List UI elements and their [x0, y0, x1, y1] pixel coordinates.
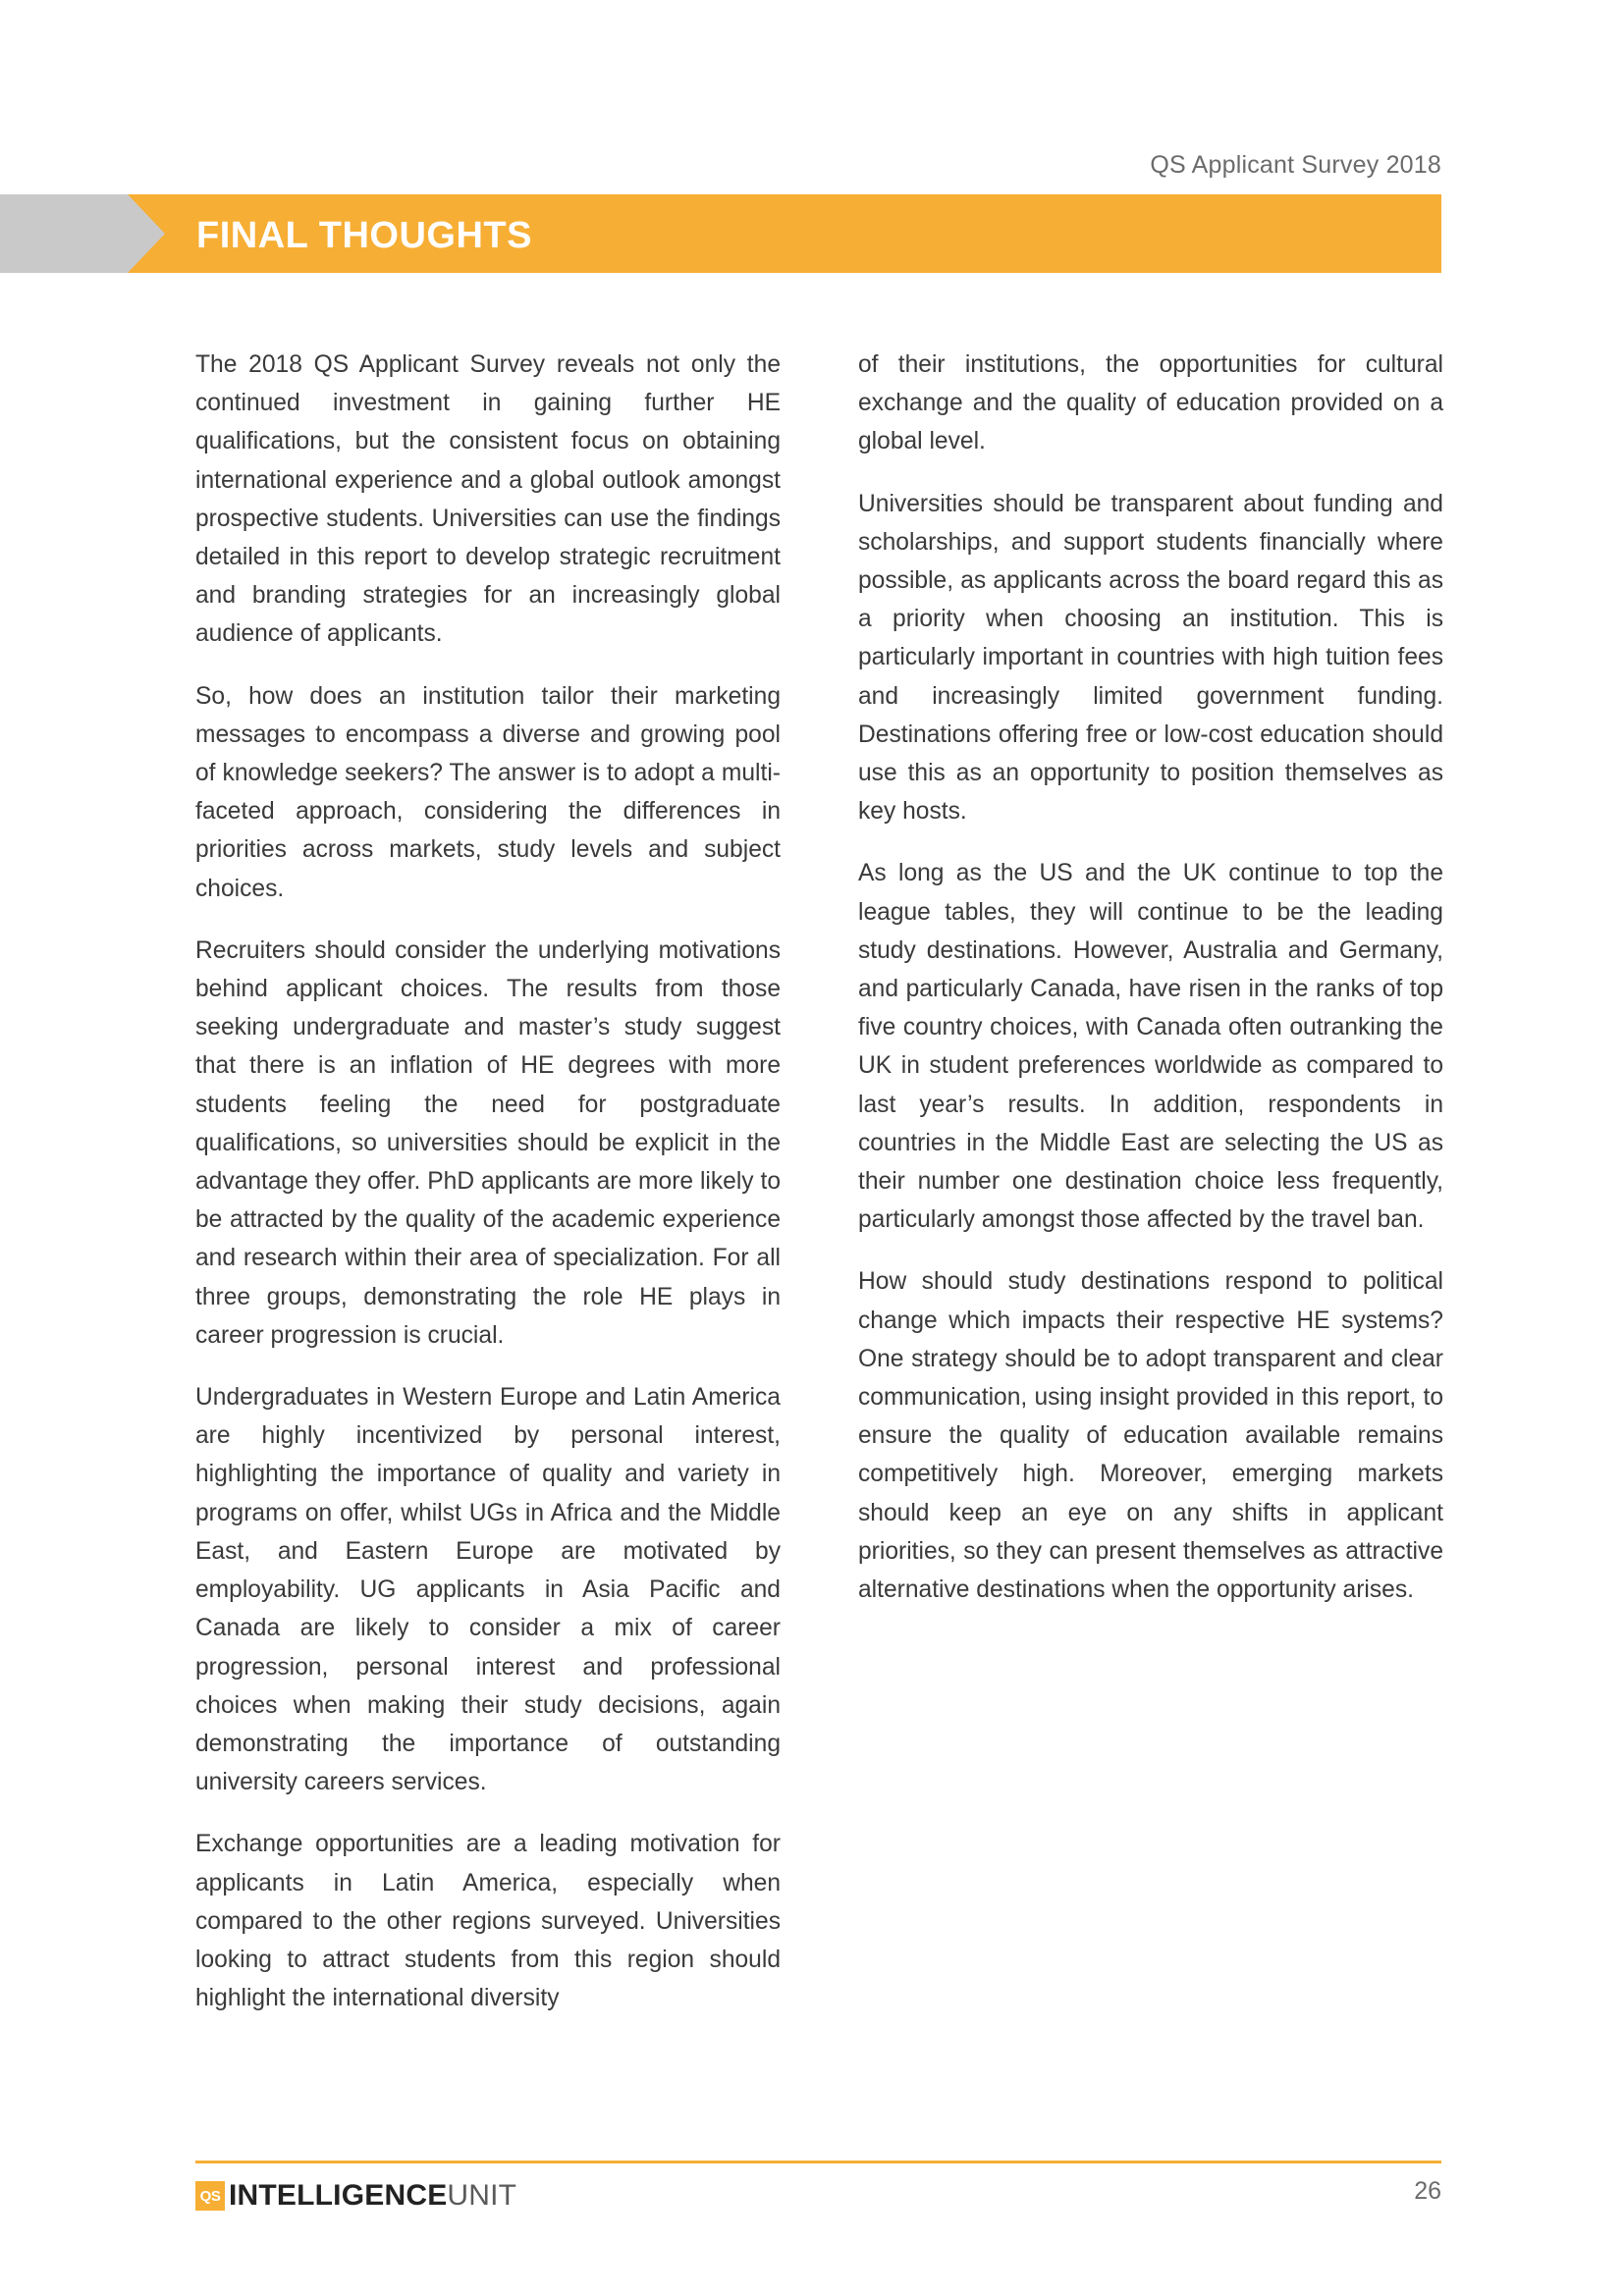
paragraph: Undergraduates in Western Europe and Latin America are highly incentivized by personal interest, highlighting the importance of quality and variety in programs on offer, whilst UGs in Africa and the Middle East, and Eastern Europe are motivated by employability. UG applicants in Asia Pacific and Canada are likely to consider a mix of career progression, personal interest and professional choices when making their study decisions, again demonstrating the importance of outstanding university careers services. [195, 1384, 781, 1796]
paragraph: of their institutions, the opportunities for cultural exchange and the quality of education provided on a global level. [858, 351, 1443, 455]
paragraph: How should study destinations respond to political change which impacts their respective HE systems? One strategy should be to adopt transparent and clear communication, using insight provided in this report, to ensure the quality of education available remains competitively high. Moreover, emerging markets should keep an eye on any shifts in applicant priorities, so they can present themselves as attractive alternative destinations when the opportunity arises. [858, 1268, 1443, 1604]
right-column [858, 346, 1443, 1632]
paragraph: The 2018 QS Applicant Survey reveals not only the continued investment in gaining further HE qualifications, but the consistent focus on obtaining international experience and a global outlook amongst prospective students. Universities can use the findings detailed in this report to develop strategic recruitment and branding strategies for an increasingly global audience of applicants. [195, 351, 781, 648]
qs-logo-icon: QS [195, 2181, 225, 2211]
section-title: FINAL THOUGHTS [196, 215, 532, 256]
intelligence-unit-logo [195, 2178, 516, 2214]
footer-divider [195, 2161, 1441, 2163]
paragraph: Exchange opportunities are a leading motivation for applicants in Latin America, especially when compared to the other regions surveyed. Universities looking to attract students from this region should highlight the international diversity [195, 1831, 781, 2012]
running-header: QS Applicant Survey 2018 [1150, 151, 1441, 179]
paragraph: Recruiters should consider the underlying motivations behind applicant choices. The results from those seeking undergraduate and master’s study suggest that there is an inflation of HE degrees with more students feeling the need for postgraduate qualifications, so universities should be explicit in the advantage they offer. PhD applicants are more likely to be attracted by the quality of the academic experience and research within their area of specialization. For all three groups, demonstrating the role HE plays in career progression is crucial. [195, 936, 781, 1349]
logo-text-light: UNIT [447, 2179, 517, 2212]
paragraph: As long as the US and the UK continue to top the league tables, they will continue to be the leading study destinations. However, Australia and Germany, and particularly Canada, have risen in the ranks of top five country choices, with Canada often outranking the UK in student preferences worldwide as compared to last year’s results. In addition, respondents in countries in the Middle East are selecting the US as their number one destination choice less frequently, particularly amongst those affected by the travel ban. [858, 860, 1443, 1234]
page-number: 26 [1414, 2177, 1441, 2205]
left-column [195, 346, 781, 2041]
paragraph: Universities should be transparent about funding and scholarships, and support students financially where possible, as applicants across the board regard this as a priority when choosing an institution. This is particularly important in countries with high tuition fees and increasingly limited government funding. Destinations offering free or low-cost education should use this as an opportunity to position themselves as key hosts. [858, 490, 1443, 826]
paragraph: So, how does an institution tailor their marketing messages to encompass a diverse and growing pool of knowledge seekers? The answer is to adopt a multi-faceted approach, considering the differences in priorities across markets, study levels and subject choices. [195, 682, 781, 902]
logo-text-bold: INTELLIGENCE [229, 2179, 448, 2212]
